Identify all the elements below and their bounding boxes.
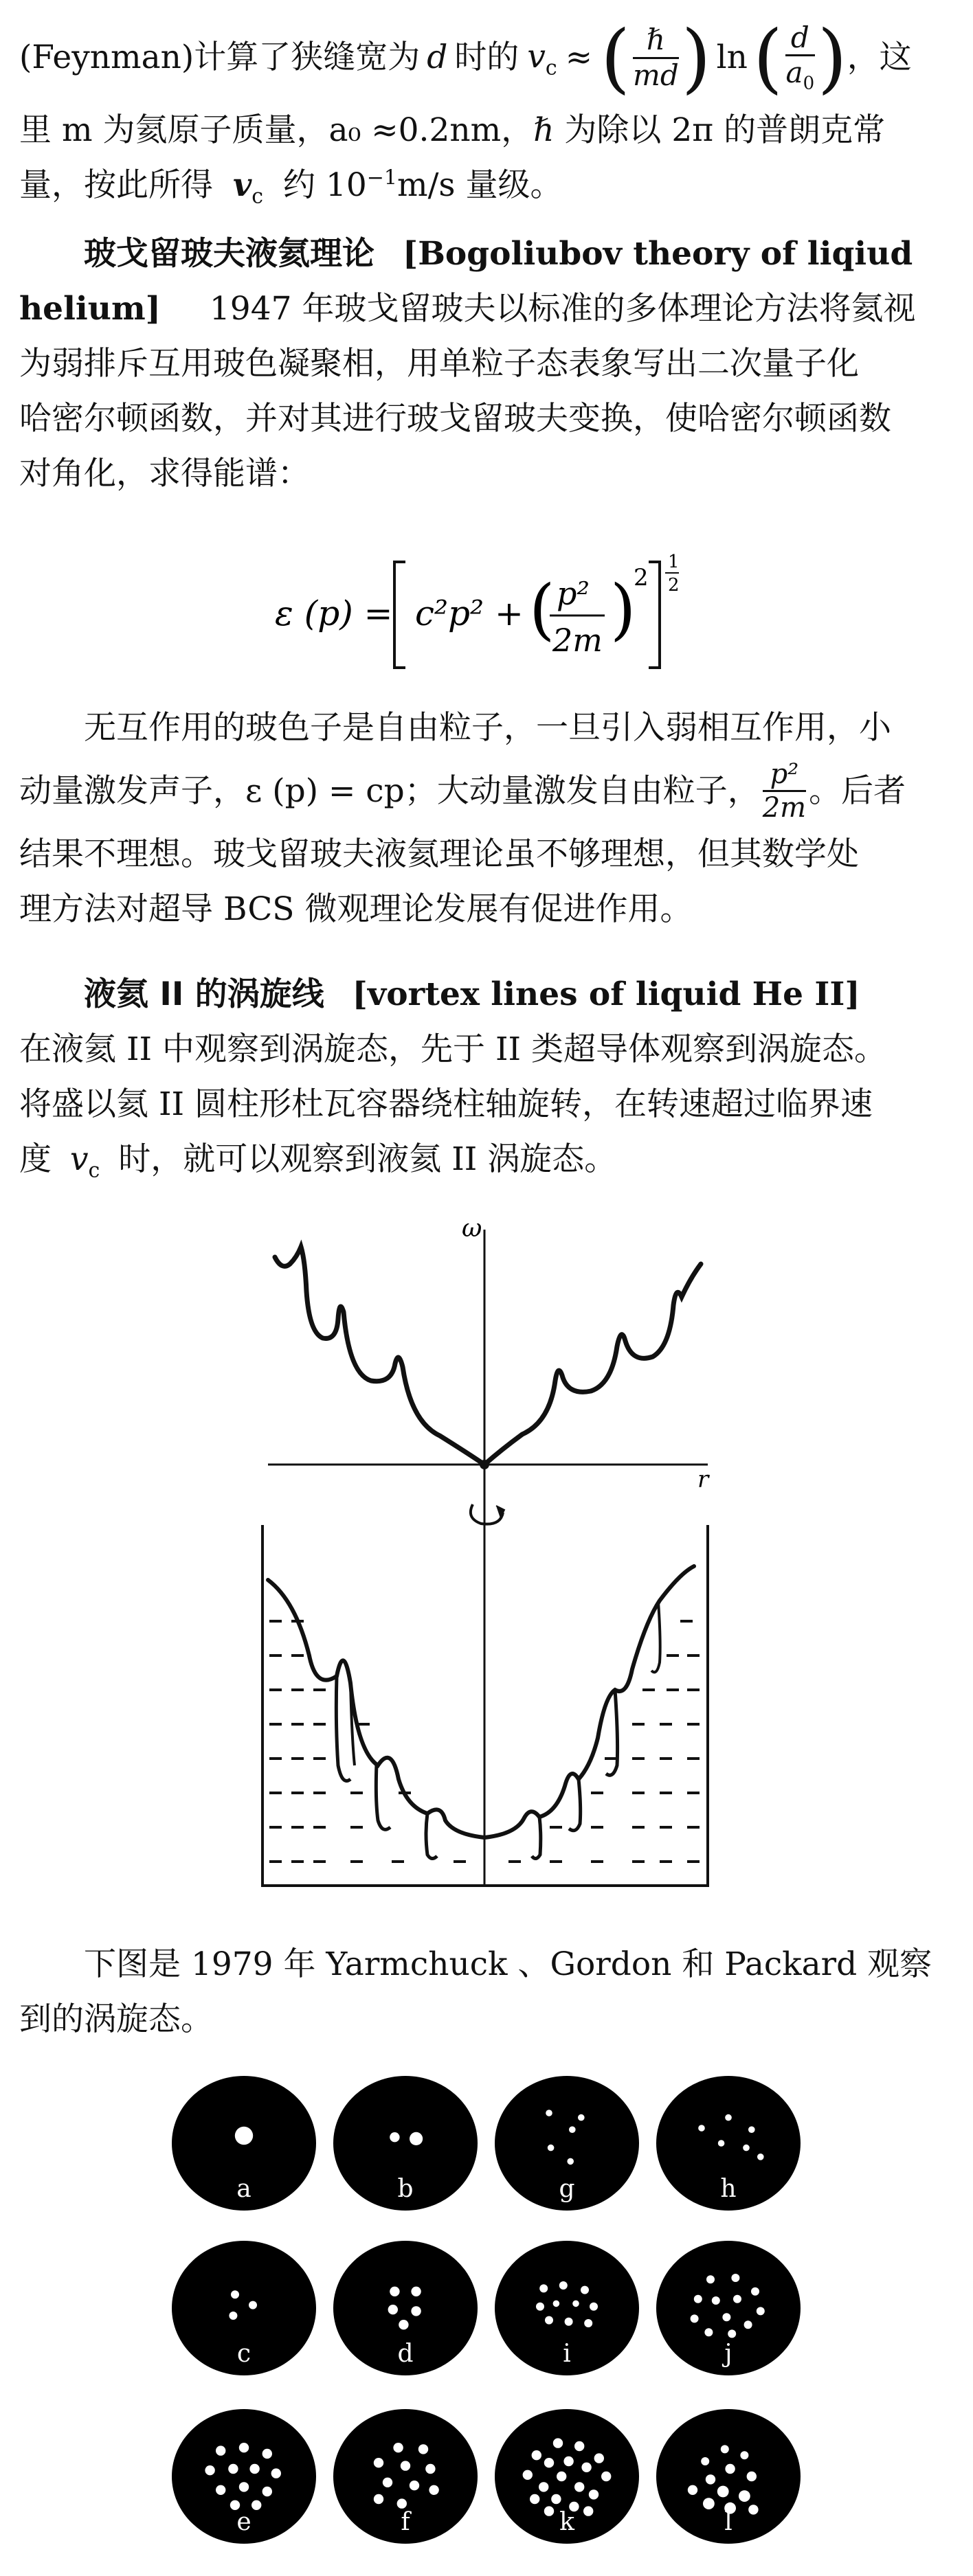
vortex-dot xyxy=(228,2464,238,2474)
para2-line1: 无互作用的玻色子是自由粒子，一旦引入弱相互作用，小 xyxy=(84,709,891,747)
vortex-dot xyxy=(523,2470,533,2480)
liquid-surface-right xyxy=(484,1566,694,1838)
vortex-dot xyxy=(740,2451,748,2459)
vortex-dot xyxy=(717,2486,729,2498)
vortex-dot xyxy=(536,2303,544,2311)
vortex-dot xyxy=(574,2441,584,2451)
eq-exp-den: 2 xyxy=(668,575,680,596)
para3-line1: 下图是 1979 年 Yarmchuck 、Gordon 和 Packard 观察 xyxy=(84,1945,932,1983)
vortex-dot xyxy=(701,2457,709,2465)
vortex-dot xyxy=(712,2296,720,2305)
vortex-photo-label: f xyxy=(401,2508,410,2536)
vortex-dot xyxy=(706,2474,715,2484)
section-title-cn: 液氦 II 的涡旋线 xyxy=(84,975,324,1013)
vortex-line xyxy=(336,1676,350,1781)
vortex-dot xyxy=(410,2132,423,2145)
text: (Feynman)计算了狭缝宽为 xyxy=(19,38,421,77)
vortex-dot xyxy=(694,2295,702,2303)
omega-curve-right xyxy=(484,1264,701,1465)
vortex-dot xyxy=(725,2464,735,2474)
vortex-dot xyxy=(553,2438,563,2448)
vortex-photo-label: d xyxy=(397,2340,414,2368)
vortex-photo-h xyxy=(656,2076,801,2211)
vortex-line xyxy=(426,1814,437,1859)
vortex-dot xyxy=(721,2445,729,2453)
para2-line2: 动量激发声子，ε (p) = cp；大动量激发自由粒子， $\frac{\text{p²}}{2m}$ 。后者 xyxy=(19,758,906,824)
vortex-dot xyxy=(229,2312,237,2320)
paren: ( xyxy=(752,14,783,102)
vortex-dot xyxy=(401,2461,410,2470)
vortex-line xyxy=(376,1764,390,1829)
vortex-photo-label: h xyxy=(720,2175,737,2203)
paragraph-feynman xyxy=(19,12,954,214)
section-title-en: [vortex lines of liquid He II] xyxy=(352,975,860,1013)
vortex-photo-label: a xyxy=(236,2175,251,2203)
vortex-dot xyxy=(425,2464,435,2474)
vortex-dot xyxy=(216,2485,225,2495)
vortex-dot xyxy=(563,2456,573,2466)
vortex-dot xyxy=(249,2464,259,2474)
vortex-dot xyxy=(589,2489,599,2499)
vortex-photo-label: b xyxy=(397,2175,414,2203)
paren: ) xyxy=(681,14,711,102)
eq-p2: p² xyxy=(557,575,590,612)
vortex-dot xyxy=(397,2498,407,2508)
section2-line3: 度 $v_c$ 时，就可以观察到液氦 II 涡旋态。 xyxy=(19,1140,617,1183)
vortex-dot xyxy=(551,2494,561,2504)
vortex-dot xyxy=(411,2306,421,2316)
vortex-photo-label: i xyxy=(563,2340,571,2368)
paren: ( xyxy=(601,14,630,102)
vortex-dot xyxy=(539,2482,548,2492)
vortex-dot xyxy=(251,2500,261,2510)
vortex-dot xyxy=(249,2301,257,2309)
paren: ) xyxy=(817,14,847,102)
vortex-dot xyxy=(530,2494,539,2504)
vortex-dot xyxy=(706,2275,715,2283)
vortex-dot xyxy=(757,2154,764,2160)
vortex-line xyxy=(569,1779,581,1831)
fraction-d-a0: $\frac{d}{a_0}$ xyxy=(785,20,815,94)
approx-sign: ≈ xyxy=(565,38,593,77)
paren-right: ) xyxy=(610,571,636,648)
section1-line4: 哈密尔顿函数，并对其进行玻戈留玻夫变换，使哈密尔顿函数 xyxy=(19,399,891,438)
vortex-photo-i xyxy=(495,2241,639,2375)
text: ，这 xyxy=(847,38,912,77)
vortex-photo-k xyxy=(495,2409,639,2544)
para1-line1 xyxy=(19,12,954,103)
vortex-dot xyxy=(725,2114,732,2121)
bracket-left xyxy=(394,562,405,668)
vortex-dot xyxy=(411,2287,421,2296)
vortex-dot xyxy=(731,2274,739,2282)
section1-line2: helium] 1947 年玻戈留玻夫以标准的多体理论方法将氦视 xyxy=(19,289,916,328)
vortex-dot xyxy=(757,2307,765,2315)
vortex-dot xyxy=(590,2303,598,2311)
eq-exp-num: 1 xyxy=(668,552,680,572)
vortex-dot xyxy=(271,2468,281,2478)
vortex-dot xyxy=(698,2125,705,2132)
vortex-photo-j xyxy=(656,2241,801,2375)
vortex-dot xyxy=(388,2305,398,2314)
vortex-dot xyxy=(748,2126,755,2133)
section-bogoliubov xyxy=(19,227,954,501)
vortex-dot xyxy=(548,2145,555,2151)
vortex-dot xyxy=(216,2445,225,2455)
vortex-photo-label: j xyxy=(724,2340,732,2368)
vortex-dot xyxy=(393,2443,403,2452)
section1-line3: 为弱排斥互用玻色凝聚相，用单粒子态表象写出二次量子化 xyxy=(19,344,859,383)
r-label: r xyxy=(697,1466,709,1493)
vortex-dot xyxy=(544,2506,554,2516)
figure-vortex-photographs xyxy=(168,2075,814,2569)
var-d: d xyxy=(427,38,448,77)
para3-line2: 到的涡旋态。 xyxy=(19,2000,213,2038)
vortex-photo-e xyxy=(172,2409,316,2544)
vortex-dot xyxy=(688,2485,697,2495)
vortex-dot xyxy=(739,2490,750,2502)
vortex-dot xyxy=(239,2482,249,2492)
fraction-hbar-md: $\frac{\text{ℏ}}{md}$ xyxy=(633,23,679,92)
vortex-dot xyxy=(704,2328,713,2336)
vortex-dot xyxy=(583,2506,593,2516)
vortex-dot xyxy=(722,2313,730,2321)
section2-line1: 在液氦 II 中观察到涡旋态，先于 II 类超导体观察到涡旋态。 xyxy=(19,1030,887,1068)
vortex-dot xyxy=(418,2444,428,2454)
vortex-dot xyxy=(262,2449,272,2459)
vortex-dot xyxy=(728,2329,736,2338)
para2-line4: 理方法对超导 BCS 微观理论发展有促进作用。 xyxy=(19,890,693,928)
section2-title-line xyxy=(19,967,954,1022)
vortex-dot xyxy=(601,2472,611,2481)
vortex-dot xyxy=(374,2494,383,2504)
vortex-dot xyxy=(744,2320,752,2329)
eq-lhs: ε (p) = xyxy=(275,594,393,633)
vortex-photo-a xyxy=(172,2076,316,2211)
eq-square: 2 xyxy=(634,564,649,591)
vortex-dot xyxy=(546,2110,552,2116)
vortex-photo-label: k xyxy=(559,2508,574,2536)
vortex-photo-f xyxy=(333,2409,478,2544)
vortex-photo-l xyxy=(656,2409,801,2544)
vortex-dot xyxy=(239,2443,249,2452)
vortex-photo-c xyxy=(172,2241,316,2375)
vortex-dot xyxy=(567,2158,574,2165)
vortex-dot xyxy=(205,2465,214,2475)
vortex-dot xyxy=(410,2481,419,2490)
equation-energy-spectrum xyxy=(0,543,973,688)
vortex-dot xyxy=(574,2482,584,2492)
vortex-dot xyxy=(235,2127,253,2145)
vortex-photo-label: l xyxy=(724,2508,732,2536)
vortex-dot xyxy=(572,2301,579,2307)
bracket-right xyxy=(649,562,660,668)
vortex-dot xyxy=(544,2458,554,2467)
vortex-dot xyxy=(703,2498,715,2509)
vortex-dot xyxy=(532,2450,541,2460)
section1-line5: 对角化，求得能谱： xyxy=(19,454,310,493)
vortex-dot xyxy=(751,2287,759,2296)
vortex-dot xyxy=(748,2505,758,2514)
section2-line2: 将盛以氦 II 圆柱形杜瓦容器绕柱轴旋转，在转速超过临界速 xyxy=(19,1085,873,1123)
vortex-dot xyxy=(691,2314,699,2323)
section1-title-line xyxy=(19,227,954,282)
vortex-dot xyxy=(718,2140,725,2147)
vortex-line xyxy=(532,1817,541,1859)
vortex-dot xyxy=(578,2114,585,2121)
vortex-dot xyxy=(553,2301,560,2307)
var-vc: $v_c$ xyxy=(527,38,557,80)
vortex-dot xyxy=(231,2290,239,2298)
figure-rotating-helium xyxy=(247,1216,728,1889)
paragraph-bose xyxy=(19,701,954,937)
paren-left: ( xyxy=(529,571,555,648)
vortex-dot xyxy=(390,2132,399,2142)
vortex-photo-label: g xyxy=(559,2175,575,2203)
eq-2m: 2m xyxy=(552,622,603,659)
vortex-dot xyxy=(584,2319,592,2327)
vortex-photo-b xyxy=(333,2076,478,2211)
section-title-en: [Bogoliubov theory of liqiud xyxy=(402,235,913,273)
vortex-dot xyxy=(390,2287,399,2296)
paragraph-yarmchuck xyxy=(19,1937,954,2047)
omega-label: ω xyxy=(462,1216,482,1243)
vortex-dot xyxy=(262,2487,272,2496)
vortex-photo-label: e xyxy=(236,2508,251,2536)
text: 时的 xyxy=(454,38,519,77)
vortex-dot xyxy=(733,2295,741,2303)
vortex-dot xyxy=(747,2472,757,2481)
para1-line3: 量，按此所得 $v_c$ 约 $10^{-1}m/s$ 量级。 xyxy=(19,166,563,209)
omega-curve-left xyxy=(275,1247,484,1465)
vortex-dot xyxy=(383,2478,392,2487)
vortex-photo-g xyxy=(495,2076,639,2211)
vortex-dot xyxy=(581,2463,591,2472)
section-title-cn: 玻戈留玻夫液氦理论 xyxy=(84,235,374,273)
vortex-dot xyxy=(545,2316,553,2325)
vortex-dot xyxy=(374,2458,383,2467)
vortex-dot xyxy=(399,2320,408,2329)
vortex-dot xyxy=(594,2453,604,2463)
section-vortex-lines xyxy=(19,967,954,1188)
vortex-photo-d xyxy=(333,2241,478,2375)
vortex-dot xyxy=(569,2126,576,2133)
vortex-dot xyxy=(557,2472,566,2481)
ln: ln xyxy=(716,38,748,77)
para1-line2: 里 m 为氦原子质量，a₀ ≈0.2nm，ℏ 为除以 2π 的普朗克常 xyxy=(19,111,886,149)
vortex-dot xyxy=(743,2145,750,2151)
vortex-dot xyxy=(565,2318,573,2326)
equation-svg xyxy=(0,543,973,680)
vortex-dot xyxy=(429,2485,438,2495)
vortex-dot xyxy=(559,2281,568,2290)
vortex-photo-label: c xyxy=(236,2340,251,2368)
vortex-dot xyxy=(581,2286,589,2294)
eq-c2p2: c²p² + xyxy=(415,594,524,633)
vortex-dot xyxy=(539,2284,548,2292)
para2-line3: 结果不理想。玻戈留玻夫液氦理论虽不够理想，但其数学处 xyxy=(19,835,859,873)
origin-dot xyxy=(480,1460,489,1469)
